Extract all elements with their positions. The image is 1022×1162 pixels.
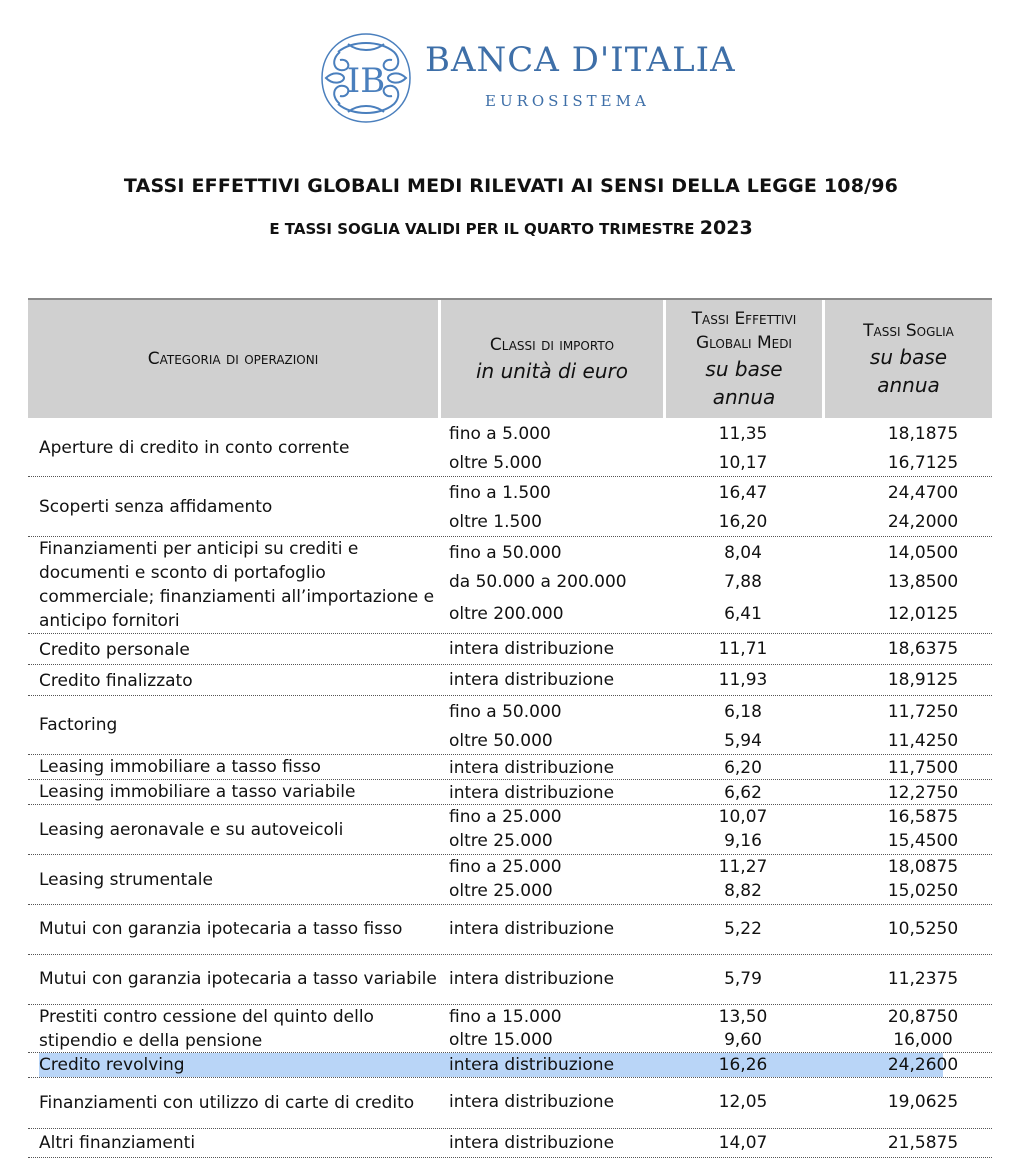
amount-class: fino a 15.000 [449,1007,562,1027]
table-row [28,955,992,1005]
header-tegm [666,300,822,418]
header-soglia-sub-1: su base [869,345,948,369]
amount-class: oltre 200.000 [449,604,564,624]
tegm-value: 11,35 [718,424,768,444]
soglia-value: 19,0625 [887,1092,959,1112]
soglia-value: 16,5875 [887,807,959,827]
operation-category [39,806,439,853]
header-classi-label: Classi di importo [489,335,615,355]
operation-category [39,856,439,903]
tegm-value: 6,41 [724,604,762,624]
soglia-value: 11,2375 [887,969,959,989]
amount-class: intera distribuzione [449,639,615,659]
tegm-value: 8,82 [724,881,762,901]
amount-class: intera distribuzione [449,919,615,939]
soglia-value: 18,1875 [887,424,959,444]
table-body [28,418,992,1158]
table-row [28,634,992,665]
header-tegm-label-1: Tassi Effettivi [691,309,797,329]
soglia-value: 12,0125 [887,604,959,624]
operation-category [39,668,439,693]
soglia-value: 11,7250 [887,702,959,722]
tegm-value: 9,60 [724,1030,762,1050]
table-row [28,805,992,855]
soglia-value: 11,4250 [887,731,959,751]
tegm-value: 12,05 [718,1092,768,1112]
tegm-value: 11,27 [718,857,768,877]
soglia-value: 10,5250 [887,919,959,939]
tegm-value: 8,04 [724,543,762,563]
amount-class: oltre 5.000 [449,453,542,473]
amount-class: oltre 15.000 [449,1030,553,1050]
operation-category [39,1131,439,1155]
table-row [28,1078,992,1129]
operation-category-label: Finanziamenti per anticipi su crediti e documenti e sconto di portafoglio commerciale; finanziamenti all’importazione e anticipo fornitori [39,539,435,631]
subtitle-text: E TASSI SOGLIA VALIDI PER IL QUARTO TRIMESTRE [269,220,695,238]
subtitle-year: 2023 [699,217,753,239]
header-tegm-sub-1: su base [705,357,783,381]
operation-category-label: Leasing aeronavale e su autoveicoli [39,819,344,840]
operation-category-label: Prestiti contro cessione del quinto dello stipendio e della pensione [39,1006,374,1051]
svg-text:IB: IB [346,61,386,101]
soglia-value: 21,5875 [887,1133,959,1153]
header-classi [441,300,663,418]
table-row [28,1005,992,1053]
soglia-value: 18,9125 [887,670,959,690]
operation-category-label: Leasing strumentale [39,869,213,890]
soglia-value: 13,8500 [887,572,959,592]
table-row [28,855,992,905]
table-row [28,755,992,780]
operation-category-label: Mutui con garanzia ipotecaria a tasso fisso [39,919,403,939]
amount-class: intera distribuzione [449,1092,615,1112]
header-soglia-label: Tassi Soglia [863,321,954,341]
header-soglia-sub-2: annua [877,373,940,397]
soglia-value: 14,0500 [887,543,959,563]
operation-category-label: Altri finanziamenti [39,1133,196,1153]
operation-category [39,1053,439,1077]
tegm-value: 11,93 [718,670,768,690]
tegm-value: 11,71 [718,639,768,659]
amount-class: intera distribuzione [449,758,615,778]
tegm-value: 6,18 [724,702,762,722]
table-header [28,298,992,418]
header-tegm-label-2: Globali Medi [696,333,792,353]
table-row [28,780,992,805]
header-tegm-sub-2: annua [712,385,776,409]
operation-category [39,489,439,524]
soglia-value: 11,7500 [887,758,959,778]
tegm-value: 6,62 [724,783,762,803]
operation-category [39,756,439,778]
tegm-value: 14,07 [718,1133,768,1153]
amount-class: fino a 25.000 [449,857,562,877]
operation-category [39,430,439,466]
soglia-value: 18,6375 [887,639,959,659]
banca-italia-emblem-icon [318,30,414,126]
amount-class: oltre 25.000 [449,831,553,851]
amount-class: oltre 25.000 [449,881,553,901]
soglia-value: 15,0250 [887,881,959,901]
operation-category-label: Mutui con garanzia ipotecaria a tasso variabile [39,969,437,989]
amount-class: fino a 50.000 [449,543,562,563]
tegm-value: 5,79 [724,969,762,989]
amount-class: intera distribuzione [449,969,615,989]
operation-category-label: Leasing immobiliare a tasso fisso [39,757,321,777]
table-row [28,1053,992,1078]
soglia-value: 16,7125 [887,453,959,473]
table-row [28,696,992,755]
table-row [28,1129,992,1158]
operation-category-label: Credito personale [39,639,190,660]
operation-category-label: Credito revolving [39,1053,429,1077]
banca-italia-logo [318,30,738,130]
table-row [28,665,992,696]
operation-category-label: Scoperti senza affidamento [39,496,273,517]
amount-class: oltre 1.500 [449,512,542,532]
table-row [28,905,992,955]
rates-table [28,298,992,1158]
amount-class: fino a 5.000 [449,424,551,444]
soglia-value: 18,0875 [887,857,959,877]
operation-category [39,541,439,629]
tegm-value: 5,94 [724,731,762,751]
amount-class: da 50.000 a 200.000 [449,572,627,592]
operation-category-label: Aperture di credito in conto corrente [39,438,350,458]
document-title: TASSI EFFETTIVI GLOBALI MEDI RILEVATI AI SENSI DELLA LEGGE 108/96 [123,175,899,197]
header-categoria [28,300,438,418]
tegm-value: 7,88 [724,572,762,592]
soglia-value: 24,4700 [887,483,959,503]
tegm-value: 5,22 [724,919,762,939]
header-soglia [825,300,992,418]
soglia-value: 16,000 [893,1030,953,1050]
tegm-value: 9,16 [724,831,762,851]
operation-category [39,700,439,750]
tegm-value: 10,17 [718,453,768,473]
document-subtitle [0,217,1022,239]
operation-category-label: Factoring [39,715,118,735]
operation-category [39,637,439,662]
operation-category-label: Credito finalizzato [39,670,193,691]
soglia-value: 12,2750 [887,783,959,803]
amount-class: intera distribuzione [449,670,615,690]
tegm-value: 6,20 [724,758,762,778]
table-row [28,477,992,537]
bank-name: BANCA D'ITALIA [425,40,736,80]
tegm-value: 16,47 [718,483,768,503]
operation-category [39,781,439,803]
amount-class: fino a 1.500 [449,483,551,503]
operation-category [39,1079,439,1126]
table-row [28,537,992,634]
header-classi-sub: in unità di euro [475,359,628,383]
soglia-value: 24,2600 [887,1055,959,1075]
operation-category [39,1006,439,1051]
soglia-value: 20,8750 [887,1007,959,1027]
amount-class: oltre 50.000 [449,731,553,751]
soglia-value: 24,2000 [887,512,959,532]
header-categoria-label: Categoria di operazioni [147,349,319,369]
soglia-value: 15,4500 [887,831,959,851]
bank-subtitle: EUROSISTEMA [485,92,650,110]
operation-category-label: Finanziamenti con utilizzo di carte di credito [39,1092,415,1113]
table-row [28,418,992,477]
amount-class: intera distribuzione [449,783,615,803]
amount-class: intera distribuzione [449,1055,615,1075]
tegm-value: 16,20 [718,512,768,532]
tegm-value: 16,26 [718,1055,768,1075]
operation-category [39,906,439,952]
operation-category [39,956,439,1002]
operation-category-label: Leasing immobiliare a tasso variabile [39,782,356,802]
tegm-value: 10,07 [718,807,768,827]
amount-class: fino a 50.000 [449,702,562,722]
amount-class: intera distribuzione [449,1133,615,1153]
tegm-value: 13,50 [718,1007,768,1027]
amount-class: fino a 25.000 [449,807,562,827]
